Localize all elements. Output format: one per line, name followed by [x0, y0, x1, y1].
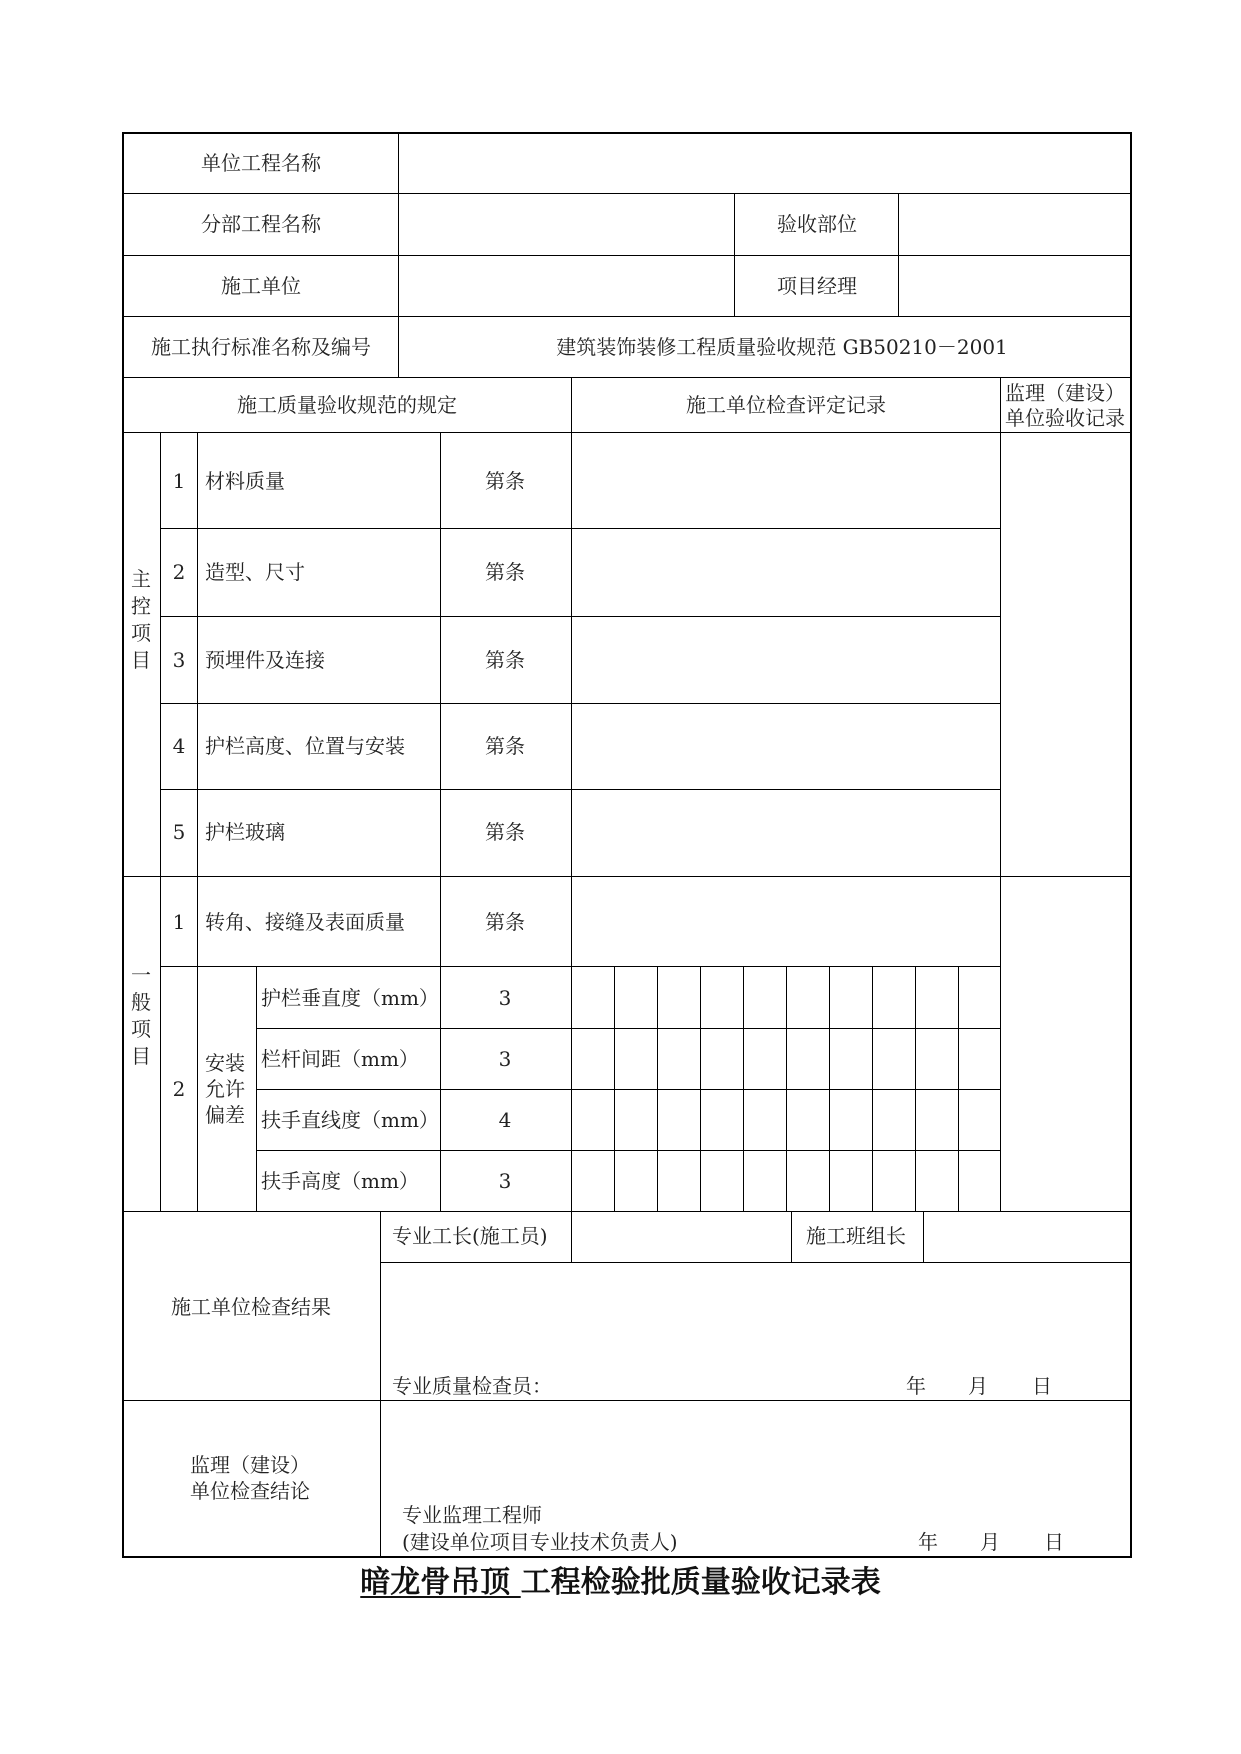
- item-clause: 第条: [485, 910, 525, 934]
- tolerance-group-label: 安装允许偏差: [205, 1051, 245, 1127]
- foreman-label: 专业工长(施工员): [392, 1224, 548, 1248]
- date-year: 年: [906, 1374, 926, 1398]
- rule: [440, 966, 441, 1211]
- item-name: 材料质量: [205, 469, 285, 493]
- tolerance-item-name: 护栏垂直度（mm）: [261, 986, 439, 1010]
- title-project-type: 暗龙骨吊顶: [360, 1565, 521, 1600]
- item-number: 1: [172, 910, 186, 934]
- document-title: [0, 1563, 1241, 1603]
- item-number: 3: [172, 648, 186, 672]
- sub-project-label: 分部工程名称: [201, 212, 321, 236]
- rule: [734, 193, 735, 316]
- team-leader-label: 施工班组长: [806, 1224, 906, 1248]
- rule: [122, 1400, 1132, 1401]
- date-month: 月: [980, 1530, 1000, 1554]
- supervision-column-header-line1: 监理（建设）: [1005, 381, 1125, 405]
- tolerance-item-value: 3: [498, 1047, 512, 1071]
- project-manager-label: 项目经理: [777, 274, 857, 298]
- record-column-header: 施工单位检查评定记录: [686, 393, 886, 417]
- rule: [915, 966, 916, 1211]
- rule: [440, 432, 441, 966]
- rule: [380, 1211, 381, 1557]
- item-name: 护栏高度、位置与安装: [205, 734, 405, 758]
- item-name: 造型、尺寸: [205, 560, 305, 584]
- rule: [898, 193, 899, 316]
- tolerance-item-name: 扶手高度（mm）: [261, 1169, 419, 1193]
- rule: [160, 789, 1000, 790]
- rule: [122, 377, 1132, 378]
- tolerance-item-name: 扶手直线度（mm）: [261, 1108, 439, 1132]
- item-clause: 第条: [485, 648, 525, 672]
- inspector-label: 专业质量检查员：: [392, 1374, 552, 1398]
- title-form-name: 工程检验批质量验收记录表: [520, 1565, 881, 1600]
- rule: [160, 703, 1000, 704]
- acceptance-part-label: 验收部位: [777, 212, 857, 236]
- item-clause: 第条: [485, 469, 525, 493]
- tolerance-item-value: 3: [498, 986, 512, 1010]
- main-control-label: 主控项目: [131, 567, 151, 672]
- rule: [122, 316, 1132, 317]
- rule: [122, 1211, 1132, 1212]
- rule: [923, 1211, 924, 1262]
- rule: [256, 1028, 1000, 1029]
- rule: [160, 528, 1000, 529]
- item-name: 护栏玻璃: [205, 820, 285, 844]
- item-number: 2: [172, 1077, 186, 1101]
- item-name: 预埋件及连接: [205, 648, 325, 672]
- rule: [700, 966, 701, 1211]
- rule: [786, 966, 787, 1211]
- tolerance-item-value: 3: [498, 1169, 512, 1193]
- standard-label: 施工执行标准名称及编号: [151, 335, 371, 359]
- tolerance-item-name: 栏杆间距（mm）: [261, 1047, 419, 1071]
- rule: [743, 966, 744, 1211]
- rule: [958, 966, 959, 1211]
- item-clause: 第条: [485, 560, 525, 584]
- date-month: 月: [968, 1374, 988, 1398]
- supervision-label-line1: 监理（建设）: [190, 1453, 310, 1477]
- rule: [256, 966, 257, 1211]
- check-result-label: 施工单位检查结果: [171, 1295, 331, 1319]
- item-name: 转角、接缝及表面质量: [205, 910, 405, 934]
- project-name-label: 单位工程名称: [201, 151, 321, 175]
- rule: [160, 966, 1000, 967]
- construction-unit-label: 施工单位: [221, 274, 301, 298]
- rule: [614, 966, 615, 1211]
- rule: [571, 1211, 572, 1262]
- item-number: 5: [172, 820, 186, 844]
- item-clause: 第条: [485, 734, 525, 758]
- engineer-label: 专业监理工程师: [402, 1503, 542, 1527]
- rule: [571, 377, 572, 1211]
- rule: [122, 876, 1132, 877]
- date-day: 日: [1044, 1530, 1064, 1554]
- rule: [122, 193, 1132, 194]
- rule: [256, 1089, 1000, 1090]
- rule: [657, 966, 658, 1211]
- standard-value: 建筑装饰装修工程质量验收规范 GB50210－2001: [556, 335, 1008, 359]
- spec-column-header: 施工质量验收规范的规定: [237, 393, 457, 417]
- item-clause: 第条: [485, 820, 525, 844]
- rule: [256, 1150, 1000, 1151]
- rule: [122, 432, 1132, 433]
- item-number: 1: [172, 469, 186, 493]
- item-number: 4: [172, 734, 186, 758]
- date-year: 年: [918, 1530, 938, 1554]
- item-number: 2: [172, 560, 186, 584]
- rule: [829, 966, 830, 1211]
- rule: [197, 432, 198, 1211]
- rule: [791, 1211, 792, 1262]
- rule: [160, 616, 1000, 617]
- date-day: 日: [1032, 1374, 1052, 1398]
- rule: [160, 432, 161, 1211]
- rule: [380, 1262, 1132, 1263]
- tech-lead-label: (建设单位项目专业技术负责人): [402, 1530, 678, 1554]
- supervision-column-header-line2: 单位验收记录: [1005, 406, 1125, 430]
- rule: [122, 255, 1132, 256]
- supervision-label-line2: 单位检查结论: [190, 1479, 310, 1503]
- tolerance-item-value: 4: [498, 1108, 512, 1132]
- general-items-label: 一般项目: [131, 963, 151, 1068]
- rule: [872, 966, 873, 1211]
- rule: [1000, 377, 1001, 1211]
- rule: [398, 132, 399, 377]
